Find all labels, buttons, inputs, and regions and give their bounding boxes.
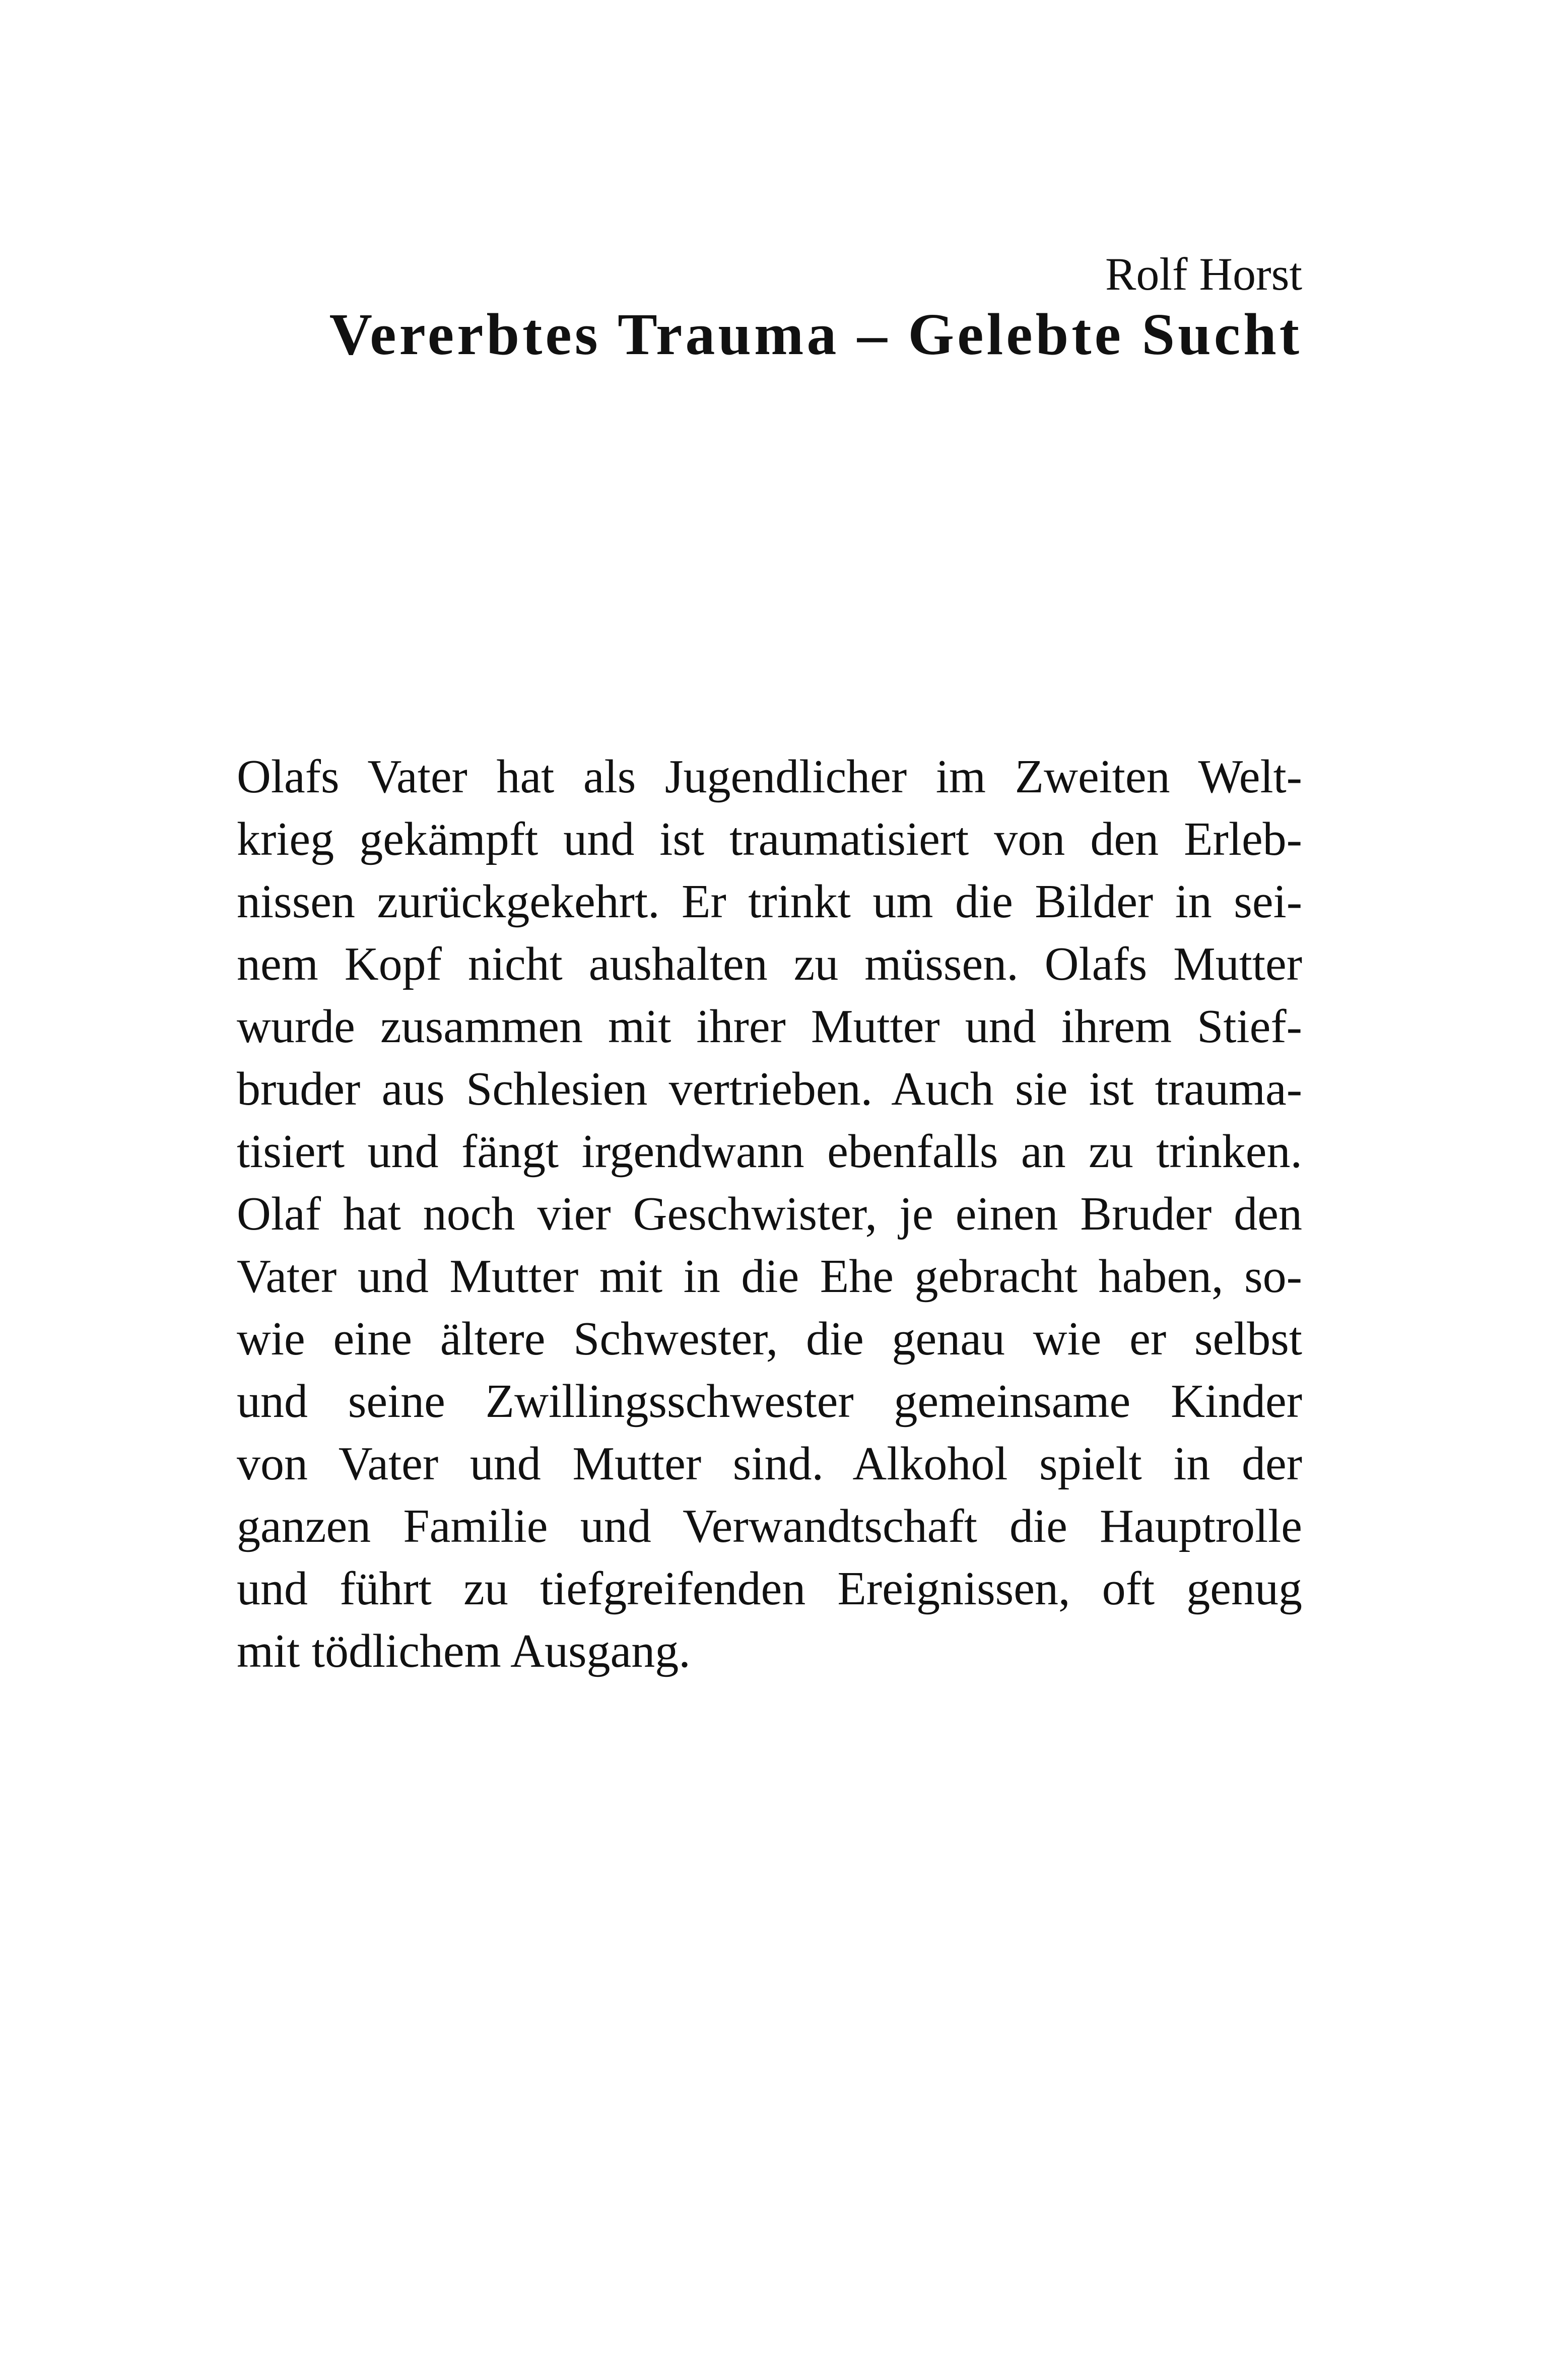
blurb-line: von Vater und Mutter sind. Alkohol spielt in der <box>237 1438 1302 1490</box>
blurb-line: Olaf hat noch vier Geschwister, je einen Bruder den <box>237 1188 1302 1240</box>
author-name: Rolf Horst <box>1105 248 1302 300</box>
book-title: Vererbtes Trauma – Gelebte Sucht <box>329 301 1302 367</box>
blurb-line: nissen zurückgekehrt. Er trinkt um die Bilder in sei- <box>237 875 1302 928</box>
blurb-line: Vater und Mutter mit in die Ehe gebracht haben, so- <box>237 1250 1302 1303</box>
blurb-text <box>237 745 1302 1682</box>
blurb-line: mit tödlichem Ausgang. <box>237 1625 691 1677</box>
title-block <box>237 247 1302 368</box>
blurb-line: ganzen Familie und Verwandtschaft die Hauptrolle <box>237 1500 1302 1552</box>
blurb-line: krieg gekämpft und ist traumatisiert von den Erleb- <box>237 813 1302 865</box>
blurb-line: tisiert und fängt irgendwann ebenfalls an zu trinken. <box>237 1125 1302 1178</box>
blurb-line: wie eine ältere Schwester, die genau wie er selbst <box>237 1313 1302 1365</box>
blurb-line: und führt zu tiefgreifenden Ereignissen, oft genug <box>237 1562 1302 1615</box>
blurb-line: und seine Zwillingsschwester gemeinsame Kinder <box>237 1375 1302 1427</box>
blurb-line: Olafs Vater hat als Jugendlicher im Zweiten Welt- <box>237 751 1302 803</box>
blurb-line: bruder aus Schlesien vertrieben. Auch sie ist trauma- <box>237 1063 1302 1115</box>
blurb-line: wurde zusammen mit ihrer Mutter und ihrem Stief- <box>237 1000 1302 1053</box>
blurb-line: nem Kopf nicht aushalten zu müssen. Olafs Mutter <box>237 938 1302 990</box>
